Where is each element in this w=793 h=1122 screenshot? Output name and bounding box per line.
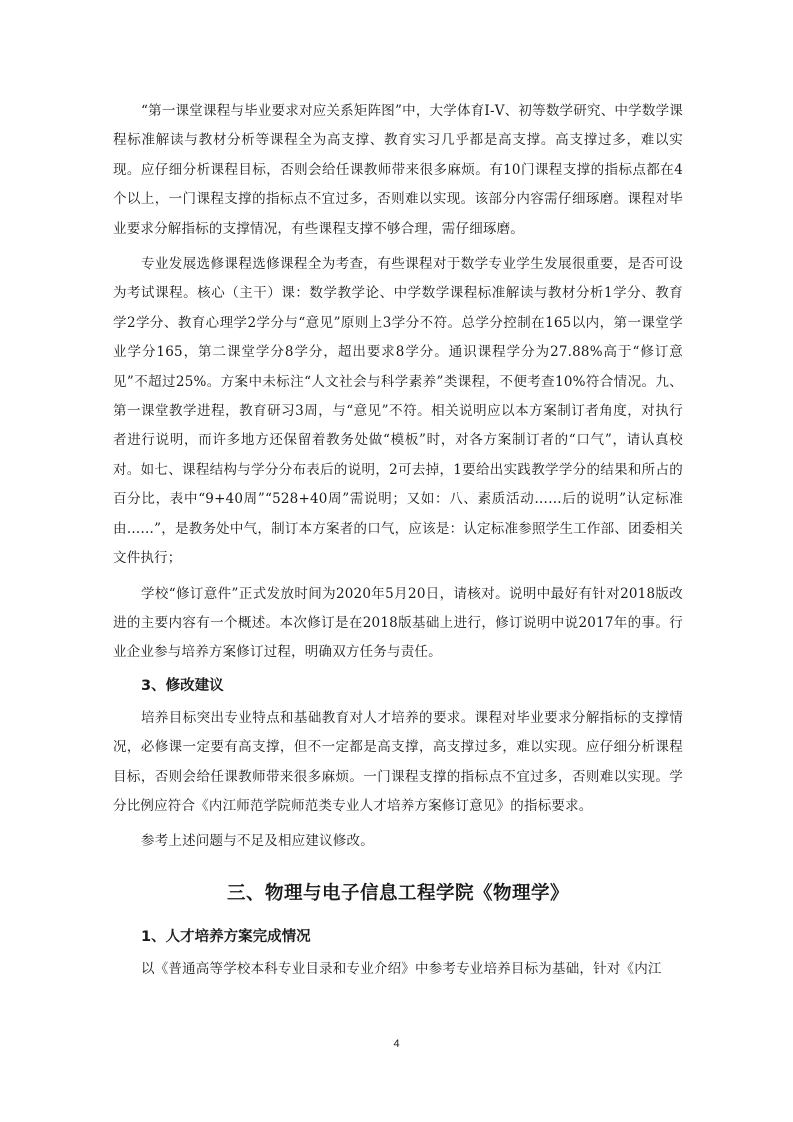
- heading-completion: 1、人才培养方案完成情况: [141, 928, 311, 945]
- heading-suggestions: 3、修改建议: [141, 677, 224, 694]
- paragraph-suggestions: 培养目标突出专业特点和基础教育对人才培养的要求。课程对毕业要求分解指标的支撑情况，必修课一定要有高支撑，但不一定都是高支撑，高支撑过多，难以实现。应仔细分析课程目标，否则会给任课教师带来很多麻烦。一门课程支撑的指标点不宜过多，否则难以实现。学分比例应符合《内江师范学院师范类专业人才培养方案修订意见》的指标要求。: [113, 709, 683, 814]
- section-title-physics: 三、物理与电子信息工程学院《物理学》: [226, 882, 569, 904]
- page-content: [113, 97, 683, 984]
- paragraph-matrix-review: “第一课堂课程与毕业要求对应关系矩阵图”中，大学体育Ⅰ-Ⅴ、初等数学研究、中学数学课程标准解读与教材分析等课程全为高支撑、教育实习几乎都是高支撑。高支撑过多，难以实现。应仔细分析课程目标，否则会给任课教师带来很多麻烦。有10门课程支撑的指标点都在4个以上，一门课程支撑的指标点不宜过多，否则难以实现。该部分内容需仔细琢磨。课程对毕业要求分解指标的支撑情况，有些课程支撑不够合理，需仔细琢磨。: [113, 103, 683, 237]
- paragraph-course-credits-review: 专业发展选修课程选修课程全为考查，有些课程对于数学专业学生发展很重要，是否可设为考试课程。核心（主干）课：数学教学论、中学数学课程标准解读与教材分析1学分、教育学2学分、教育心理学2学分与“意见”原则上3学分不符。总学分控制在165以内，第一课堂学业学分165，第二课堂学分8学分，超出要求8学分。通识课程学分为27.88%高于“修订意见”不超过25%。方案中未标注“人文社会与科学素养”类课程，不便考查10%符合情况。九、第一课堂教学进程，教育研习3周，与“意见”不符。相关说明应以本方案制订者角度，对执行者进行说明，而许多地方还保留着教务处做“模板”时，对各方案制订者的“口气”，请认真校对。如七、课程结构与学分分布表后的说明，2可去掉，1要给出实践教学学分的结果和所占的百分比，表中“9+40周”“528+40周”需说明；又如：八、素质活动……后的说明”认定标准由……”，是教务处中气，制订本方案者的口气，应该是：认定标准参照学生工作部、团委相关文件执行；: [113, 256, 683, 567]
- paragraph-revision-date-review: 学校“修订意件”正式发放时间为2020年5月20日，请核对。说明中最好有针对2018版改进的主要内容有一个概述。本次修订是在2018版基础上进行，修订说明中说2017年的事。行业企业参与培养方案修订过程，明确双方任务与责任。: [113, 585, 683, 661]
- paragraph-completion: 以《普通高等学校本科专业目录和专业介绍》中参考专业培养目标为基础，针对《内江: [141, 960, 662, 977]
- paragraph-suggestions-closing: 参考上述问题与不足及相应建议修改。: [141, 833, 374, 850]
- page-number: 4: [393, 1038, 400, 1050]
